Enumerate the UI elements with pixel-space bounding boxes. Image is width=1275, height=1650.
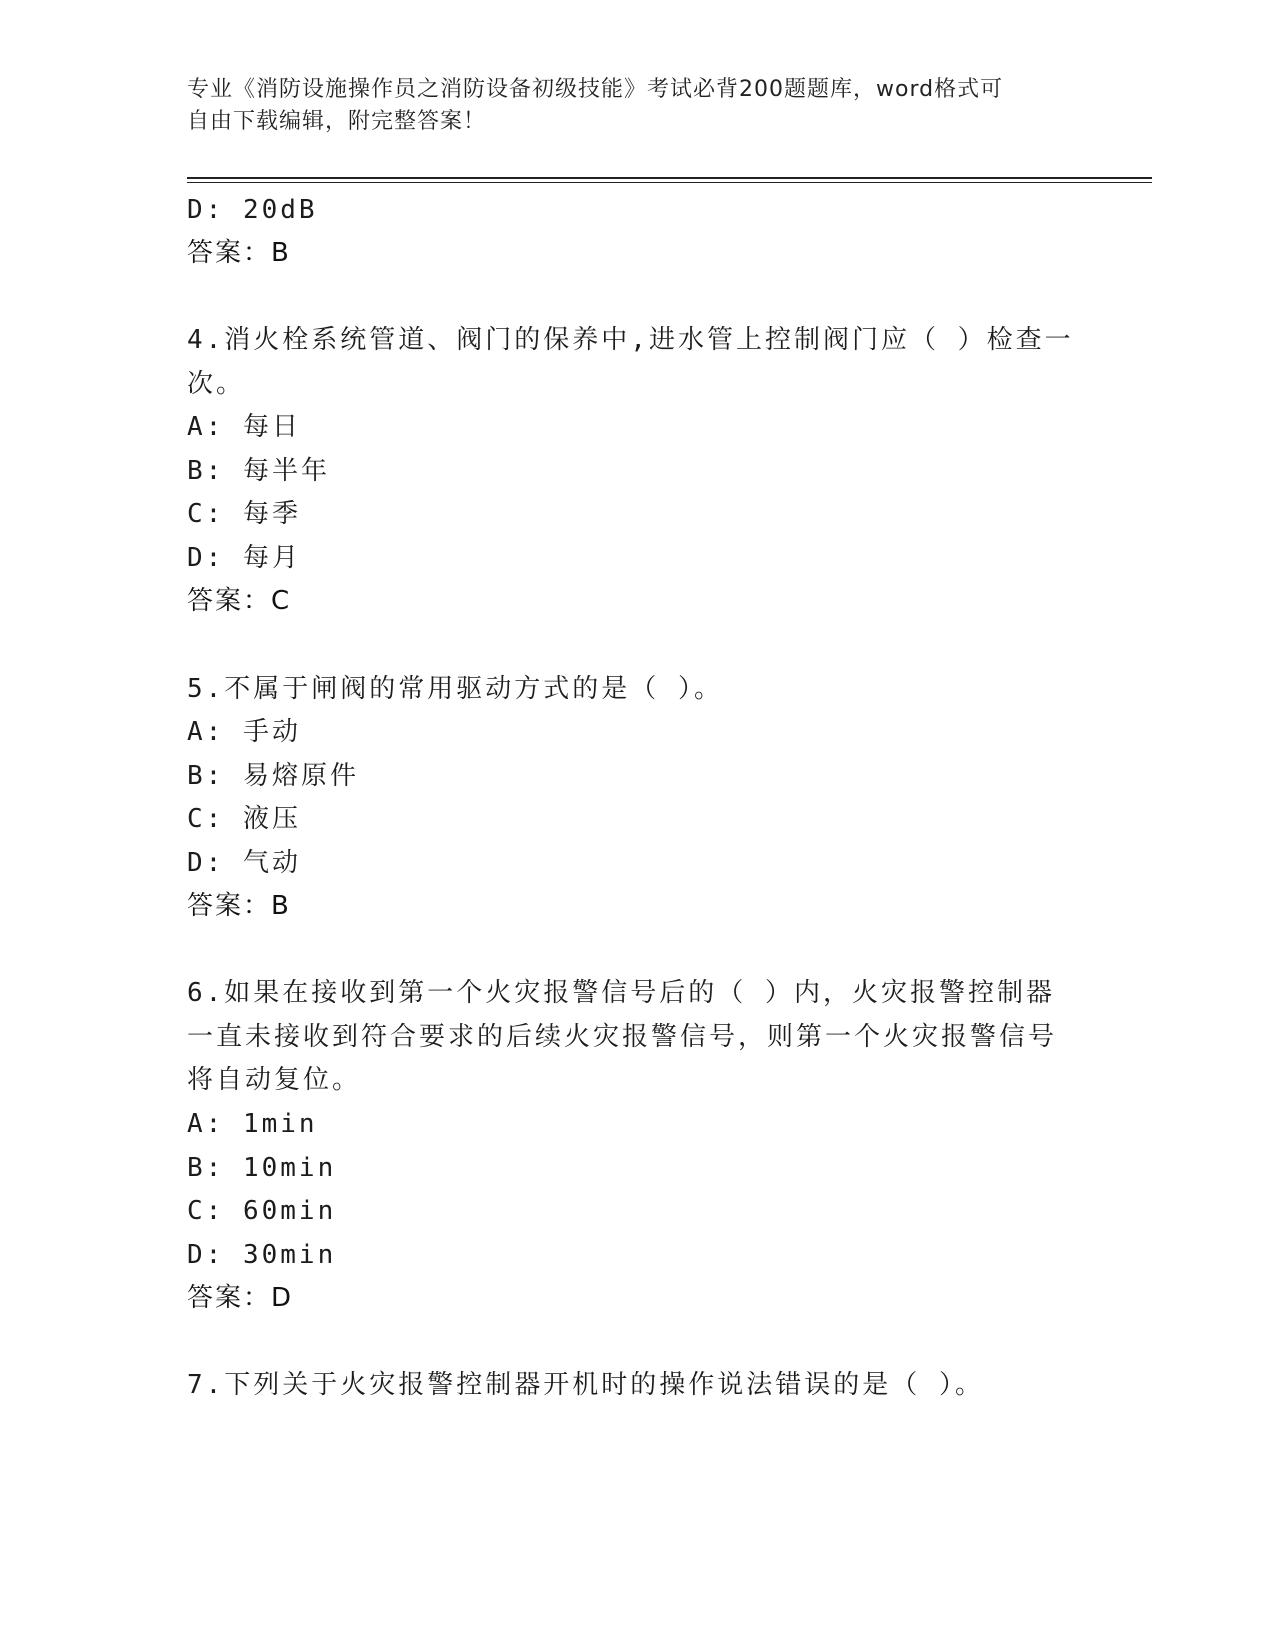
- q7-stem-line-1: 7.下列关于火灾报警控制器开机时的操作说法错误的是（ ）。: [187, 1370, 984, 1400]
- q6-option-a: A: 1min: [187, 1109, 318, 1139]
- q4-stem-line-1: 4.消火栓系统管道、阀门的保养中,进水管上控制阀门应（ ）检查一: [187, 325, 1074, 355]
- q5-option-c: C: 液压: [187, 804, 301, 834]
- q6-option-c: C: 60min: [187, 1196, 337, 1226]
- header-line-2: 自由下载编辑，附完整答案！: [187, 109, 487, 134]
- q6-stem-line-3: 将自动复位。: [187, 1065, 362, 1095]
- q5-option-a: A: 手动: [187, 717, 301, 747]
- q4-option-c: C: 每季: [187, 499, 301, 529]
- q6-stem-line-1: 6.如果在接收到第一个火灾报警信号后的（ ）内，火灾报警控制器: [187, 978, 1055, 1008]
- header-divider-thin: [187, 182, 1152, 183]
- q6-option-b: B: 10min: [187, 1153, 337, 1183]
- q6-option-d: D: 30min: [187, 1240, 337, 1270]
- page-header: [187, 74, 1067, 138]
- q4-answer: 答案：C: [187, 586, 292, 616]
- q4-option-d: D: 每月: [187, 543, 301, 573]
- q4-option-b: B: 每半年: [187, 456, 330, 486]
- header-divider-thick: [187, 177, 1152, 179]
- q5-option-b: B: 易熔原件: [187, 761, 359, 791]
- q4-option-a: A: 每日: [187, 412, 301, 442]
- q6-stem-line-2: 一直未接收到符合要求的后续火灾报警信号，则第一个火灾报警信号: [187, 1022, 1058, 1052]
- q5-option-d: D: 气动: [187, 848, 301, 878]
- q3-answer: 答案：B: [187, 238, 291, 268]
- q5-stem-line-1: 5.不属于闸阀的常用驱动方式的是（ ）。: [187, 674, 723, 704]
- header-line-1: 专业《消防设施操作员之消防设备初级技能》考试必背200题题库，word格式可: [187, 77, 1004, 102]
- q4-stem-line-2: 次。: [187, 369, 246, 399]
- q5-answer: 答案：B: [187, 891, 291, 921]
- q3-option-d: D: 20dB: [187, 195, 318, 225]
- q6-answer: 答案：D: [187, 1283, 294, 1313]
